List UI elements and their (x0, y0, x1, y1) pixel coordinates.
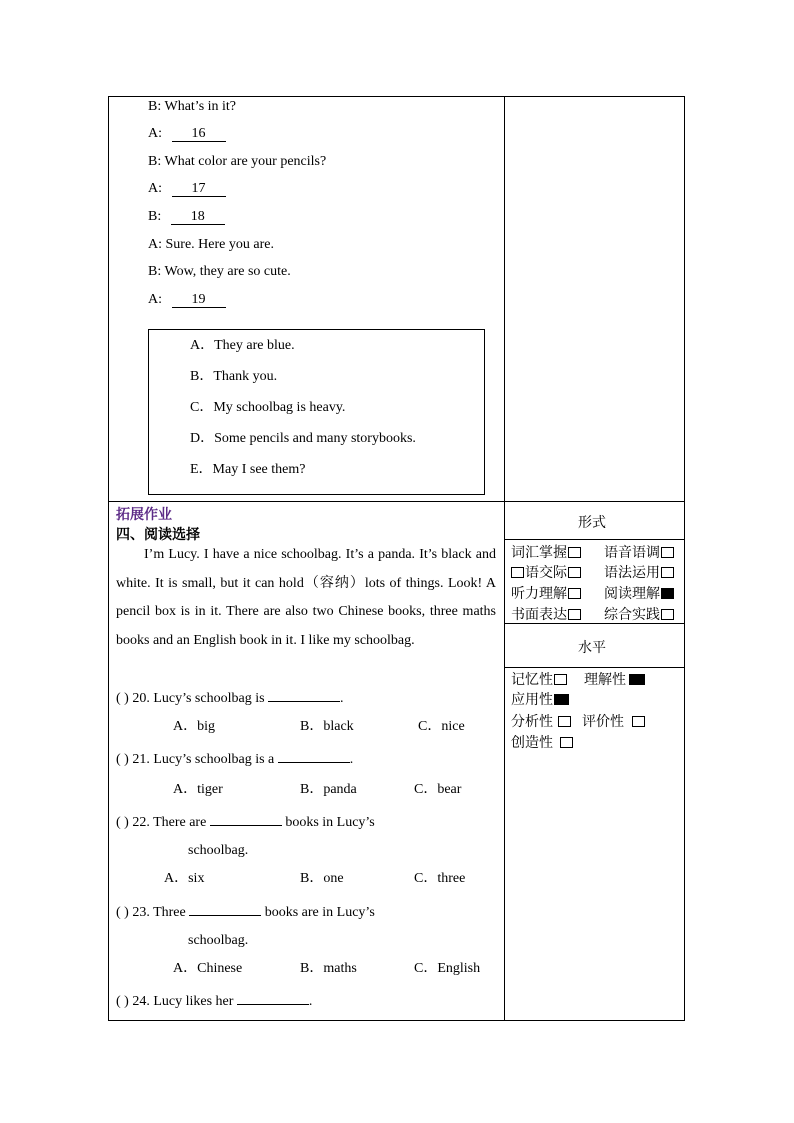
question-22: ( ) 22. There are books in Lucy’s (116, 815, 375, 830)
question-23-opt-a: A．Chinese (173, 961, 243, 976)
question-22-opt-c: C．three (414, 871, 466, 886)
form-item-vocab: 词汇掌握 (511, 542, 581, 562)
checkbox-icon (661, 567, 674, 578)
checked-box-icon (554, 694, 569, 705)
answer-blank: 19 (172, 293, 226, 308)
checkbox-icon (511, 567, 524, 578)
dialogue-line-1: B: What’s in it? (148, 99, 237, 114)
question-20: ( ) 20. Lucy’s schoolbag is . (116, 691, 344, 706)
question-20-opt-b: B．black (300, 719, 354, 734)
option-c: C．My schoolbag is heavy. (190, 400, 346, 415)
question-23-opt-c: C．English (414, 961, 481, 976)
question-24: ( ) 24. Lucy likes her . (116, 994, 313, 1009)
option-a: A．They are blue. (190, 338, 295, 353)
question-21-opt-b: B．panda (300, 782, 357, 797)
level-header: 水平 (578, 640, 606, 656)
dialogue-line-3: B: What color are your pencils? (148, 154, 327, 169)
level-item-creativity: 创造性 (511, 732, 573, 752)
option-d: D．Some pencils and many storybooks. (190, 431, 416, 446)
dialogue-line-5: B: 18 (148, 209, 225, 225)
checkbox-icon (568, 609, 581, 620)
question-22-opt-b: B．one (300, 871, 344, 886)
section-tag: 拓展作业 (116, 507, 172, 523)
checkbox-icon (661, 547, 674, 558)
level-item-evaluation: 评价性 (582, 711, 645, 731)
form-header: 形式 (578, 515, 606, 531)
checkbox-icon (568, 567, 581, 578)
checkbox-icon (568, 588, 581, 599)
checked-box-icon (629, 674, 645, 685)
checked-box-icon (661, 588, 674, 599)
question-20-opt-a: A．big (173, 719, 215, 734)
question-21-opt-a: A．tiger (173, 782, 223, 797)
level-item-application: 应用性 (511, 689, 569, 709)
answer-blank: 18 (171, 210, 225, 225)
level-header-divider (505, 667, 685, 668)
answer-blank: 17 (172, 182, 226, 197)
checkbox-icon (568, 547, 581, 558)
checkbox-icon (554, 674, 567, 685)
dialogue-line-8: A: 19 (148, 292, 226, 308)
checkbox-icon (632, 716, 645, 727)
question-23-opt-b: B．maths (300, 961, 357, 976)
form-item-practice: 综合实践 (604, 604, 674, 624)
row-divider (108, 501, 685, 502)
checkbox-icon (560, 737, 573, 748)
reading-passage: I’m Lucy. I have a nice schoolbag. It’s a panda. It’s black and white. It is small, but it can hold（容纳）lots of things. Look! A pencil box is in it. There are also two Chinese books, three maths books and an English book in it. I like my schoolbag. (116, 547, 496, 648)
form-item-reading: 阅读理解 (604, 583, 674, 603)
question-20-opt-c: C．nice (418, 719, 465, 734)
column-divider (504, 96, 505, 1021)
form-header-divider (505, 539, 685, 540)
question-22-opt-a: A．six (164, 871, 205, 886)
dialogue-line-7: B: Wow, they are so cute. (148, 264, 291, 279)
option-e: E．May I see them? (190, 462, 306, 477)
checkbox-icon (661, 609, 674, 620)
answer-blank: 16 (172, 127, 226, 142)
question-22-continued: schoolbag. (188, 843, 249, 858)
question-23-continued: schoolbag. (188, 933, 249, 948)
level-item-analysis: 分析性 (511, 711, 571, 731)
question-21: ( ) 21. Lucy’s schoolbag is a . (116, 752, 354, 767)
form-item-grammar: 语法运用 (604, 562, 674, 582)
dialogue-line-6: A: Sure. Here you are. (148, 237, 274, 252)
form-item-listening: 听力理解 (511, 583, 581, 603)
form-item-communication: 语交际 (511, 562, 581, 582)
dialogue-line-4: A: 17 (148, 181, 226, 197)
checkbox-icon (558, 716, 571, 727)
level-item-understanding: 理解性 (584, 669, 645, 689)
dialogue-line-2: A: 16 (148, 126, 226, 142)
section-title: 四、阅读选择 (116, 527, 200, 543)
question-23: ( ) 23. Three books are in Lucy’s (116, 905, 375, 920)
option-b: B．Thank you. (190, 369, 278, 384)
form-item-phonetics: 语音语调 (604, 542, 674, 562)
level-item-memory: 记忆性 (511, 669, 567, 689)
question-21-opt-c: C．bear (414, 782, 462, 797)
form-item-writing: 书面表达 (511, 604, 581, 624)
